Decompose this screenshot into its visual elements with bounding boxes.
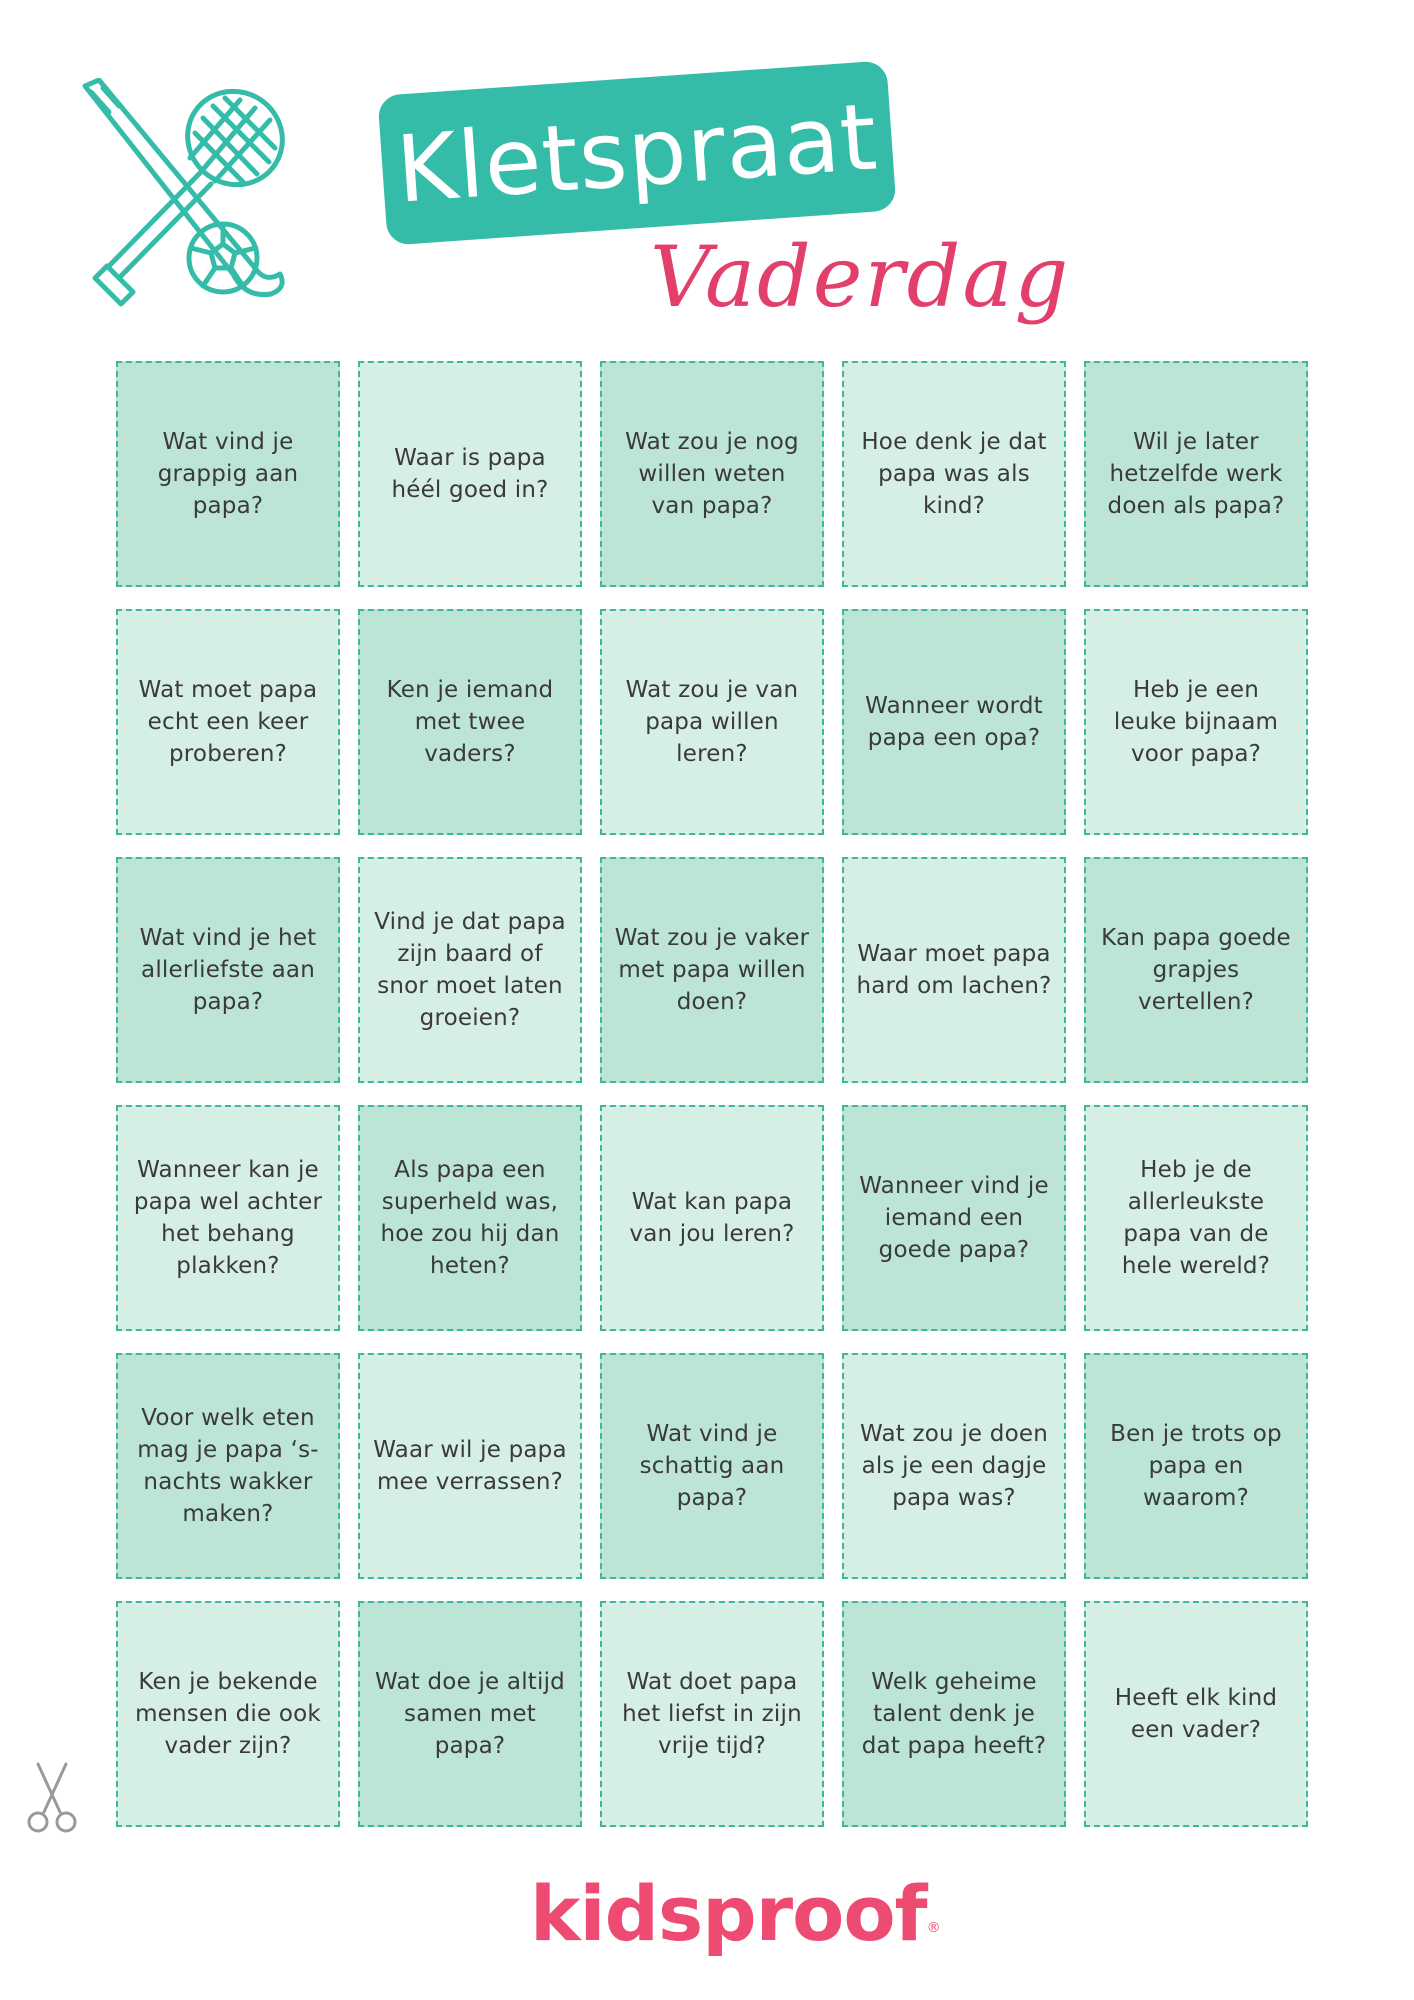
question-card: [358, 857, 582, 1083]
question-text: Wat zou je van papa willen leren?: [625, 677, 799, 767]
question-text: Ken je bekende mensen die ook vader zijn?: [135, 1669, 321, 1759]
question-text: Wil je later hetzelfde werk doen als papa?: [1107, 429, 1285, 519]
question-text: Heb je de allerleukste papa van de hele wereld?: [1121, 1157, 1271, 1279]
question-card: [842, 1105, 1066, 1331]
question-card-grid: [116, 361, 1316, 1839]
question-card: [1084, 1601, 1308, 1827]
question-text: Als papa een superheld was, hoe zou hij dan heten?: [380, 1157, 560, 1279]
question-text: Kan papa goede grapjes vertellen?: [1101, 925, 1291, 1015]
question-card: [116, 1601, 340, 1827]
question-text: Waar moet papa hard om lachen?: [856, 941, 1052, 999]
question-card: [1084, 1353, 1308, 1579]
question-text: Vind je dat papa zijn baard of snor moet laten groeien?: [374, 909, 566, 1031]
logo-wordmark: kidsproof: [530, 1869, 927, 1958]
question-text: Welk geheime talent denk je dat papa heeft?: [861, 1669, 1047, 1759]
question-text: Wat zou je nog willen weten van papa?: [625, 429, 799, 519]
question-card: [842, 609, 1066, 835]
question-card: [842, 857, 1066, 1083]
question-text: Wat vind je grappig aan papa?: [157, 429, 299, 519]
question-text: Wanneer kan je papa wel achter het behang plakken?: [133, 1157, 323, 1279]
question-text: Wanneer wordt papa een opa?: [865, 693, 1043, 751]
question-card: [842, 1353, 1066, 1579]
question-card: [1084, 609, 1308, 835]
question-text: Hoe denk je dat papa was als kind?: [861, 429, 1047, 519]
question-text: Wat zou je vaker met papa willen doen?: [614, 925, 810, 1015]
question-card: [116, 361, 340, 587]
question-card: [600, 1601, 824, 1827]
question-card: [1084, 857, 1308, 1083]
question-text: Waar is papa héél goed in?: [391, 445, 549, 503]
question-card: [600, 1353, 824, 1579]
question-text: Wat doe je altijd samen met papa?: [375, 1669, 565, 1759]
question-text: Wanneer vind je iemand een goede papa?: [859, 1173, 1049, 1263]
title-badge: [377, 60, 896, 245]
question-card: [358, 1105, 582, 1331]
question-text: Wat vind je het allerliefste aan papa?: [139, 925, 317, 1015]
question-text: Voor welk eten mag je papa ‘s-nachts wakker maken?: [137, 1405, 319, 1527]
question-card: [600, 857, 824, 1083]
question-text: Wat doet papa het liefst in zijn vrije tijd?: [622, 1669, 802, 1759]
question-card: [116, 609, 340, 835]
question-card: [116, 857, 340, 1083]
question-text: Ken je iemand met twee vaders?: [386, 677, 554, 767]
question-text: Wat moet papa echt een keer proberen?: [138, 677, 318, 767]
question-text: Ben je trots op papa en waarom?: [1110, 1421, 1282, 1511]
question-card: [116, 1353, 340, 1579]
question-card: [116, 1105, 340, 1331]
question-text: Heeft elk kind een vader?: [1114, 1685, 1278, 1743]
question-card: [358, 609, 582, 835]
question-card: [358, 361, 582, 587]
question-card: [358, 1353, 582, 1579]
question-text: Waar wil je papa mee verrassen?: [373, 1437, 567, 1495]
question-card: [358, 1601, 582, 1827]
scissors-icon: [24, 1762, 80, 1834]
question-text: Wat vind je schattig aan papa?: [639, 1421, 785, 1511]
page-subtitle: Vaderdag: [650, 228, 1071, 326]
question-card: [600, 1105, 824, 1331]
kidsproof-logo: [530, 1866, 940, 1962]
question-card: [600, 361, 824, 587]
page-title: Kletspraat: [393, 82, 881, 224]
question-text: Wat kan papa van jou leren?: [629, 1189, 795, 1247]
question-card: [1084, 361, 1308, 587]
question-text: Wat zou je doen als je een dagje papa was?: [860, 1421, 1048, 1511]
question-card: [1084, 1105, 1308, 1331]
question-text: Heb je een leuke bijnaam voor papa?: [1113, 677, 1279, 767]
question-card: [842, 361, 1066, 587]
registered-mark: ®: [926, 1920, 940, 1936]
question-card: [600, 609, 824, 835]
sports-equipment-icon: [75, 78, 285, 308]
question-card: [842, 1601, 1066, 1827]
